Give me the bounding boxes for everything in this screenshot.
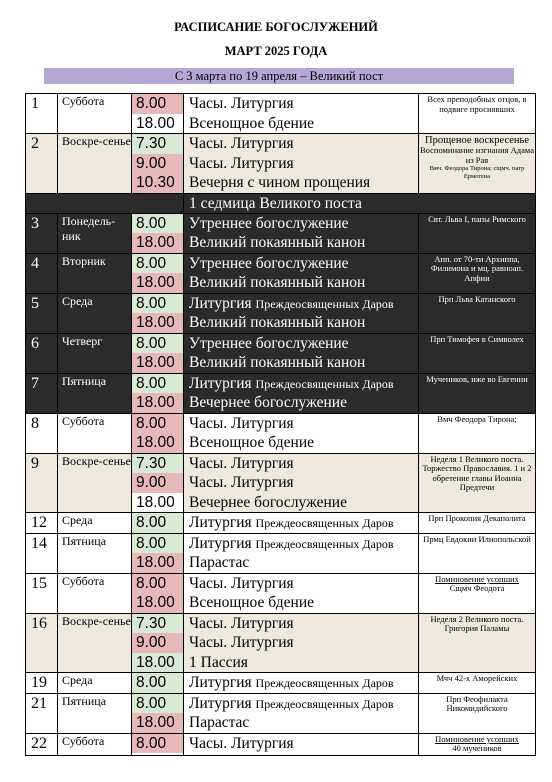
schedule-row bbox=[26, 693, 536, 733]
weekday: Суббота bbox=[58, 94, 132, 134]
saint-note bbox=[419, 373, 536, 413]
service-main: Часы. Литургия bbox=[189, 614, 294, 632]
service-name bbox=[189, 694, 418, 714]
service-name bbox=[189, 513, 418, 533]
service-name bbox=[189, 273, 418, 293]
service-main: Утреннее богослужение bbox=[189, 214, 349, 232]
service-detail: Преждеосвященных Даров bbox=[255, 376, 394, 391]
day-number: 12 bbox=[26, 513, 58, 534]
service-name bbox=[189, 334, 418, 354]
service-main: Часы. Литургия bbox=[189, 454, 294, 472]
service-main: Литургия bbox=[189, 374, 256, 392]
times-cell bbox=[132, 293, 184, 333]
service-time: 9.00 bbox=[132, 154, 183, 174]
day-number: 15 bbox=[26, 573, 58, 613]
weekday: Пятница bbox=[58, 373, 132, 413]
times-cell bbox=[132, 94, 184, 134]
day-number: 4 bbox=[26, 253, 58, 293]
service-detail: Преждеосвященных Даров bbox=[255, 536, 394, 551]
services-cell bbox=[184, 533, 419, 573]
service-time: 7.30 bbox=[132, 134, 183, 154]
saint-note bbox=[419, 673, 536, 694]
note-text: Неделя 2 Великого поста. Григория Паламы bbox=[430, 613, 524, 633]
service-time: 8.00 bbox=[132, 574, 183, 594]
service-main: Часы. Литургия bbox=[189, 474, 294, 491]
schedule-row bbox=[26, 733, 536, 755]
note-text: Всех преподобных отцов, в подвиге просиявших bbox=[427, 94, 527, 114]
service-time: 7.30 bbox=[132, 614, 183, 634]
schedule-row bbox=[26, 94, 536, 134]
service-detail: Преждеосвященных Даров bbox=[255, 696, 394, 711]
service-main: Парастас bbox=[189, 714, 250, 731]
weekday: Среда bbox=[58, 293, 132, 333]
service-time: 8.00 bbox=[132, 673, 183, 693]
service-time: 18.00 bbox=[132, 273, 183, 293]
note-text: Апп. от 70-ти Архиппа, Филимона и мц. равноап. Апфии bbox=[430, 253, 524, 283]
day-number: 5 bbox=[26, 293, 58, 333]
saint-note bbox=[419, 453, 536, 513]
service-name bbox=[189, 154, 418, 174]
service-time: 8.00 bbox=[132, 513, 183, 533]
services-cell bbox=[184, 413, 419, 453]
schedule-row bbox=[26, 673, 536, 694]
service-main: Великий покаянный канон bbox=[189, 314, 366, 331]
schedule-table bbox=[25, 93, 536, 756]
times-cell bbox=[132, 253, 184, 293]
service-main: Литургия bbox=[189, 694, 256, 712]
note-text-2: Сщмч Феодота bbox=[449, 583, 505, 593]
services-cell bbox=[184, 134, 419, 194]
service-name bbox=[189, 673, 418, 693]
note-text-2: 40 мучеников bbox=[452, 743, 502, 753]
service-time: 8.00 bbox=[132, 214, 183, 234]
service-main: Вечернее богослужение bbox=[189, 394, 347, 411]
service-name bbox=[189, 534, 418, 554]
service-main: Часы. Литургия bbox=[189, 95, 294, 112]
service-name bbox=[189, 374, 418, 394]
schedule-row bbox=[26, 573, 536, 613]
service-main: Великий покаянный канон bbox=[189, 234, 366, 251]
saint-note bbox=[419, 94, 536, 134]
schedule-row bbox=[26, 293, 536, 333]
times-cell bbox=[132, 573, 184, 613]
service-main: Всенощное бдение bbox=[189, 114, 314, 132]
saint-note bbox=[419, 293, 536, 333]
service-main: Литургия bbox=[189, 514, 256, 531]
service-time: 10.30 bbox=[132, 173, 183, 193]
day-number: 22 bbox=[26, 733, 58, 755]
saint-note bbox=[419, 413, 536, 453]
note-text: Прмц Евдокии Илиопольской bbox=[423, 533, 531, 544]
service-detail: Преждеосвященных Даров bbox=[255, 676, 394, 690]
saint-note bbox=[419, 613, 536, 673]
page-title: РАСПИСАНИЕ БОГОСЛУЖЕНИЙ bbox=[174, 20, 378, 34]
service-main: Великий покаянный канон bbox=[189, 274, 366, 291]
times-cell bbox=[132, 513, 184, 534]
service-name bbox=[189, 633, 418, 653]
services-cell bbox=[184, 453, 419, 513]
service-main: Вечернее богослужение bbox=[189, 493, 347, 511]
services-cell bbox=[184, 513, 419, 534]
service-time: 8.00 bbox=[132, 294, 183, 314]
times-cell bbox=[132, 673, 184, 694]
service-time: 8.00 bbox=[132, 694, 183, 714]
service-main: Литургия bbox=[189, 294, 256, 312]
service-name bbox=[189, 614, 418, 634]
service-time: 7.30 bbox=[132, 454, 183, 474]
services-cell bbox=[184, 373, 419, 413]
service-time: 18.00 bbox=[132, 353, 183, 373]
service-time: 18.00 bbox=[132, 653, 183, 673]
service-time: 18.00 bbox=[132, 114, 183, 134]
services-cell bbox=[184, 733, 419, 755]
service-main: Часы. Литургия bbox=[189, 135, 294, 152]
schedule-row bbox=[26, 373, 536, 413]
services-cell bbox=[184, 613, 419, 673]
schedule-row bbox=[26, 134, 536, 194]
times-cell bbox=[132, 533, 184, 573]
schedule-row bbox=[26, 333, 536, 373]
services-cell bbox=[184, 573, 419, 613]
service-time: 18.00 bbox=[132, 553, 183, 573]
note-text-2: Воспоминание изгнания Адама из Рая bbox=[420, 145, 534, 165]
service-main: Парастас bbox=[189, 554, 250, 571]
service-name bbox=[189, 94, 418, 114]
weekday: Суббота bbox=[58, 733, 132, 755]
day-number: 6 bbox=[26, 333, 58, 373]
schedule-row bbox=[26, 613, 536, 673]
schedule-row bbox=[26, 513, 536, 534]
service-name bbox=[189, 114, 418, 134]
note-text: Прп Феофилакта Никомидийского bbox=[446, 693, 508, 713]
service-main: Вечерня с чином прощения bbox=[189, 174, 371, 191]
service-name bbox=[189, 493, 418, 513]
saint-note bbox=[419, 513, 536, 534]
service-main: Часы. Литургия bbox=[189, 414, 294, 432]
service-time: 18.00 bbox=[132, 393, 183, 413]
weekday: Воскре-сенье bbox=[58, 613, 132, 673]
service-time: 9.00 bbox=[132, 633, 183, 653]
service-name bbox=[189, 473, 418, 493]
day-number: 1 bbox=[26, 94, 58, 134]
services-cell bbox=[184, 213, 419, 253]
service-main: Утреннее богослужение bbox=[189, 334, 349, 352]
saint-note bbox=[419, 573, 536, 613]
times-cell bbox=[132, 693, 184, 733]
services-cell bbox=[184, 94, 419, 134]
service-name bbox=[189, 574, 418, 594]
weekday: Пятница bbox=[58, 533, 132, 573]
times-cell bbox=[132, 213, 184, 253]
day-number: 14 bbox=[26, 533, 58, 573]
service-main: Часы. Литургия bbox=[189, 634, 294, 651]
service-main: 1 Пассия bbox=[189, 653, 248, 671]
weekday: Среда bbox=[58, 673, 132, 694]
service-time: 8.00 bbox=[132, 94, 183, 114]
service-time: 9.00 bbox=[132, 473, 183, 493]
times-cell bbox=[132, 413, 184, 453]
note-text: Мучеников, иже во Евгении bbox=[426, 373, 528, 384]
service-time: 8.00 bbox=[132, 254, 183, 274]
times-cell bbox=[132, 333, 184, 373]
saint-note bbox=[419, 333, 536, 373]
service-main: Часы. Литургия bbox=[189, 734, 294, 752]
note-text-3: Вмч. Феодора Тирона; сщмч. патр Ермогена bbox=[429, 165, 525, 180]
day-number: 8 bbox=[26, 413, 58, 453]
day-number: 21 bbox=[26, 693, 58, 733]
day-number: 9 bbox=[26, 453, 58, 513]
service-main: Великий покаянный канон bbox=[189, 354, 366, 371]
saint-note bbox=[419, 213, 536, 253]
service-detail: Преждеосвященных Даров bbox=[255, 296, 394, 311]
note-text: Свт. Льва I, папы Римского bbox=[428, 213, 526, 224]
service-name bbox=[189, 294, 418, 314]
service-time: 18.00 bbox=[132, 493, 183, 513]
times-cell bbox=[132, 134, 184, 194]
services-cell bbox=[184, 693, 419, 733]
weekday: Суббота bbox=[58, 573, 132, 613]
weekday: Вторник bbox=[58, 253, 132, 293]
note-text: Поминовение усопших bbox=[435, 733, 519, 744]
service-name bbox=[189, 214, 418, 234]
weekday: Среда bbox=[58, 513, 132, 534]
service-time: 8.00 bbox=[132, 374, 183, 394]
day-number: 7 bbox=[26, 373, 58, 413]
times-cell bbox=[132, 733, 184, 755]
day-number: 3 bbox=[26, 213, 58, 253]
service-time: 8.00 bbox=[132, 734, 183, 754]
service-main: Всенощное бдение bbox=[189, 594, 314, 611]
service-name bbox=[189, 233, 418, 253]
schedule-row bbox=[26, 253, 536, 293]
service-name bbox=[189, 454, 418, 474]
service-name bbox=[189, 653, 418, 673]
weekday: Пятница bbox=[58, 693, 132, 733]
service-name bbox=[189, 713, 418, 733]
note-text: Прп Тимофея в Символех bbox=[430, 333, 524, 344]
service-main: Всенощное бдение bbox=[189, 434, 314, 451]
service-main: Часы. Литургия bbox=[189, 154, 294, 172]
service-time: 18.00 bbox=[132, 233, 183, 253]
week-banner: 1 седмица Великого поста bbox=[184, 193, 536, 213]
service-name bbox=[189, 734, 418, 754]
day-number: 16 bbox=[26, 613, 58, 673]
service-main: Литургия bbox=[189, 534, 256, 552]
times-cell bbox=[132, 453, 184, 513]
service-name bbox=[189, 173, 418, 193]
service-name bbox=[189, 433, 418, 453]
note-text: Неделя 1 Великого поста. Торжество Православия. 1 и 2 обретение главы Иоанна Предтечи bbox=[422, 453, 532, 492]
service-time: 8.00 bbox=[132, 534, 183, 554]
service-time: 8.00 bbox=[132, 334, 183, 354]
note-text: Вмч Феодора Тирона; bbox=[437, 413, 517, 424]
services-cell bbox=[184, 293, 419, 333]
services-cell bbox=[184, 253, 419, 293]
day-number: 19 bbox=[26, 673, 58, 694]
service-name bbox=[189, 393, 418, 413]
day-number: 2 bbox=[26, 134, 58, 194]
schedule-row bbox=[26, 213, 536, 253]
service-main: Часы. Литургия bbox=[189, 574, 294, 592]
times-cell bbox=[132, 613, 184, 673]
service-main: Утреннее богослужение bbox=[189, 254, 349, 272]
saint-note bbox=[419, 733, 536, 755]
services-cell bbox=[184, 333, 419, 373]
service-time: 18.00 bbox=[132, 593, 183, 613]
note-text: Прощеное воскресенье bbox=[425, 135, 529, 146]
weekday: Воскре-сенье bbox=[58, 134, 132, 194]
weekday: Суббота bbox=[58, 413, 132, 453]
service-name bbox=[189, 313, 418, 333]
service-detail: Преждеосвященных Даров bbox=[255, 516, 394, 530]
weekday: Понедель-ник bbox=[58, 213, 132, 253]
lent-banner: С 3 марта по 19 апреля – Великий пост bbox=[44, 68, 514, 84]
page-subtitle: МАРТ 2025 ГОДА bbox=[224, 44, 328, 58]
service-name bbox=[189, 553, 418, 573]
saint-note bbox=[419, 533, 536, 573]
saint-note bbox=[419, 693, 536, 733]
week-banner-row bbox=[26, 193, 536, 213]
week-banner-spacer bbox=[26, 193, 184, 213]
service-name bbox=[189, 414, 418, 434]
note-text: Прп Льва Катанского bbox=[438, 293, 516, 304]
saint-note bbox=[419, 134, 536, 194]
service-time: 18.00 bbox=[132, 433, 183, 453]
service-time: 8.00 bbox=[132, 414, 183, 434]
schedule-row bbox=[26, 413, 536, 453]
saint-note bbox=[419, 253, 536, 293]
service-name bbox=[189, 254, 418, 274]
service-name bbox=[189, 593, 418, 613]
times-cell bbox=[132, 373, 184, 413]
service-main: Литургия bbox=[189, 674, 256, 691]
note-text: Прп Прокопия Декаполита bbox=[428, 513, 526, 523]
note-text: Поминовение усопших bbox=[435, 573, 519, 584]
note-text: Мчч 42-х Аморейских bbox=[436, 673, 518, 683]
schedule-row bbox=[26, 533, 536, 573]
weekday: Четверг bbox=[58, 333, 132, 373]
service-time: 18.00 bbox=[132, 713, 183, 733]
services-cell bbox=[184, 673, 419, 694]
service-time: 18.00 bbox=[132, 313, 183, 333]
service-name bbox=[189, 353, 418, 373]
schedule-row bbox=[26, 453, 536, 513]
weekday: Воскре-сенье bbox=[58, 453, 132, 513]
service-name bbox=[189, 134, 418, 154]
